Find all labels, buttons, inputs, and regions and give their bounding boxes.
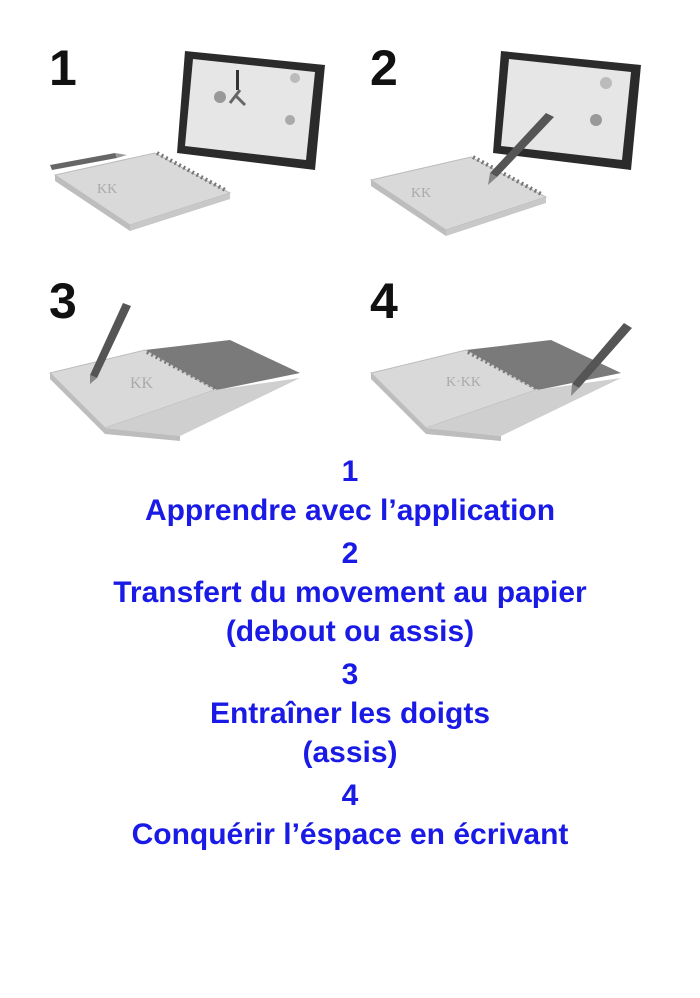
step-number: 4 bbox=[370, 273, 398, 329]
svg-text:KK: KK bbox=[130, 375, 154, 392]
caption-line: Apprendre avec l’application bbox=[144, 494, 556, 527]
caption-line: Transfert du movement au papier bbox=[113, 576, 587, 609]
caption-number: 4 bbox=[341, 779, 359, 812]
caption-number: 3 bbox=[341, 658, 359, 691]
caption-line: (debout ou assis) bbox=[225, 615, 475, 648]
caption-step-1 bbox=[0, 452, 700, 530]
caption-step-4 bbox=[0, 776, 700, 854]
caption-number: 1 bbox=[341, 455, 359, 488]
step-number: 2 bbox=[370, 40, 398, 96]
caption-line: Conquérir l’éspace en écrivant bbox=[131, 818, 569, 851]
caption-line: Entraîner les doigts bbox=[209, 697, 491, 730]
caption-step-3 bbox=[0, 655, 700, 772]
notebook-icon bbox=[50, 340, 300, 441]
step-1-drawing bbox=[45, 45, 345, 265]
tablet-icon bbox=[177, 51, 325, 170]
notebook-icon bbox=[371, 157, 546, 236]
step-captions bbox=[0, 448, 700, 856]
svg-text:KK: KK bbox=[411, 186, 432, 201]
notebook-icon bbox=[55, 153, 230, 231]
caption-number: 2 bbox=[341, 537, 359, 570]
step-number: 1 bbox=[49, 40, 77, 96]
step-1-illustration bbox=[45, 40, 345, 265]
step-2-drawing bbox=[366, 45, 666, 265]
notebook-icon bbox=[371, 340, 621, 441]
caption-step-2 bbox=[0, 534, 700, 651]
step-number: 3 bbox=[49, 273, 77, 329]
caption-line: (assis) bbox=[302, 736, 398, 769]
svg-text:K·KK: K·KK bbox=[446, 375, 481, 390]
step-2-illustration bbox=[366, 40, 666, 265]
svg-text:KK: KK bbox=[97, 182, 118, 197]
